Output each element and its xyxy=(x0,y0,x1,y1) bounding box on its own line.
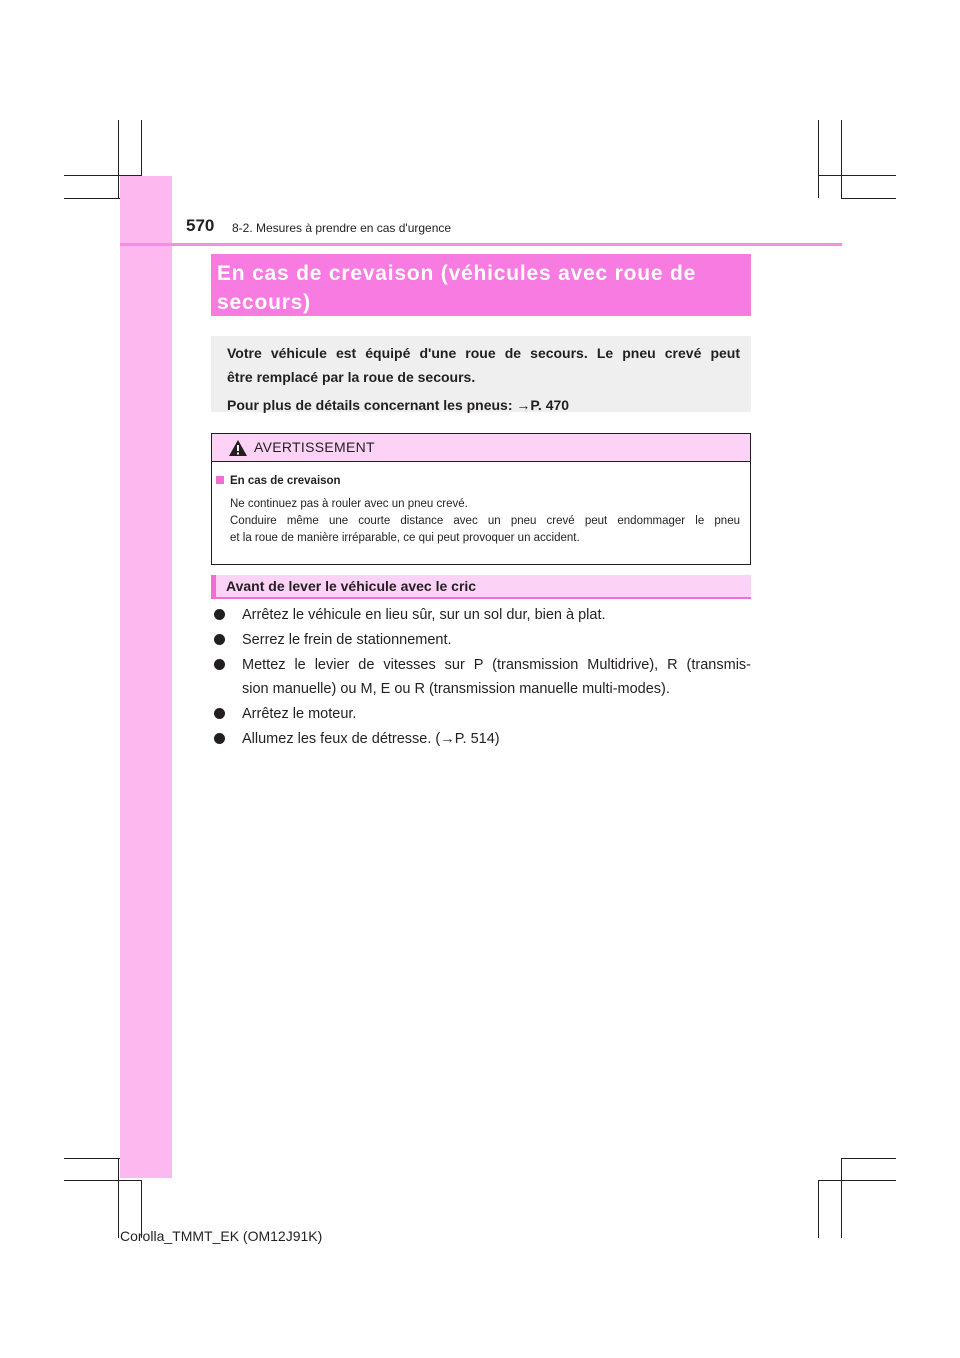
page-title-line: En cas de crevaison (véhicules avec roue de xyxy=(217,262,697,285)
list-item-text: Arrêtez le véhicule en lieu sûr, sur un sol dur, bien à plat. xyxy=(242,607,606,623)
crop-mark xyxy=(64,1158,120,1159)
crop-mark xyxy=(818,1180,896,1181)
crop-mark xyxy=(118,1158,119,1238)
crop-mark xyxy=(841,120,842,198)
crop-mark xyxy=(841,1158,842,1238)
crop-mark xyxy=(841,1158,896,1159)
list-item-text: sion manuelle) ou M, E ou R (transmission manuelle multi-modes). xyxy=(242,681,670,697)
warning-line: et la roue de manière irréparable, ce qui peut provoquer un accident. xyxy=(230,532,580,544)
page-title-line: secours) xyxy=(217,291,311,314)
crop-mark xyxy=(818,1180,819,1238)
crop-mark xyxy=(818,120,819,198)
bullet-dot-icon xyxy=(214,733,225,744)
section-title: Avant de lever le véhicule avec le cric xyxy=(226,578,477,594)
intro-line: Votre véhicule est équipé d'une roue de secours. Le pneu crevé peut xyxy=(227,345,740,361)
chapter-heading: 8-2. Mesures à prendre en cas d'urgence xyxy=(232,221,452,235)
list-item xyxy=(211,727,751,751)
warning-body xyxy=(230,496,740,547)
crop-mark xyxy=(818,175,896,176)
list-item xyxy=(211,603,751,627)
warning-line: Ne continuez pas à rouler avec un pneu crevé. xyxy=(230,498,468,510)
section-accent xyxy=(211,575,216,597)
warning-triangle-icon xyxy=(228,439,248,457)
bullet-dot-icon xyxy=(214,609,225,620)
list-item xyxy=(211,653,751,701)
crop-mark xyxy=(64,1180,142,1181)
intro-text xyxy=(227,341,740,417)
warning-line: Conduire même une courte distance avec un pneu crevé peut endommager le pneu xyxy=(230,515,740,527)
bullet-dot-icon xyxy=(214,634,225,645)
square-bullet-icon xyxy=(216,476,224,484)
intro-line: Pour plus de détails concernant les pneus: →P. 470 xyxy=(227,397,570,413)
footer-doc-id: Corolla_TMMT_EK (OM12J91K) xyxy=(120,1228,323,1244)
bullet-dot-icon xyxy=(214,659,225,670)
list-item xyxy=(211,628,751,652)
header-rule xyxy=(120,243,842,246)
list-item-text: Allumez les feux de détresse. (→P. 514) xyxy=(242,731,500,747)
intro-line: être remplacé par la roue de secours. xyxy=(227,369,476,385)
bullet-dot-icon xyxy=(214,708,225,719)
list-item-text: Serrez le frein de stationnement. xyxy=(242,632,452,648)
crop-mark xyxy=(841,198,896,199)
warning-subtitle-text: En cas de crevaison xyxy=(230,475,341,487)
crop-mark xyxy=(118,120,119,198)
chapter-side-strip xyxy=(120,176,172,1178)
bullet-list xyxy=(211,603,751,751)
page-number: 570 xyxy=(186,216,215,235)
list-item-text: Mettez le levier de vitesses sur P (transmission Multidrive), R (transmis- xyxy=(242,657,751,673)
list-item xyxy=(211,702,751,726)
page-title xyxy=(217,259,747,317)
crop-mark xyxy=(64,198,120,199)
list-item-text: Arrêtez le moteur. xyxy=(242,706,357,722)
warning-subtitle xyxy=(216,475,341,487)
warning-title: AVERTISSEMENT xyxy=(254,439,375,455)
